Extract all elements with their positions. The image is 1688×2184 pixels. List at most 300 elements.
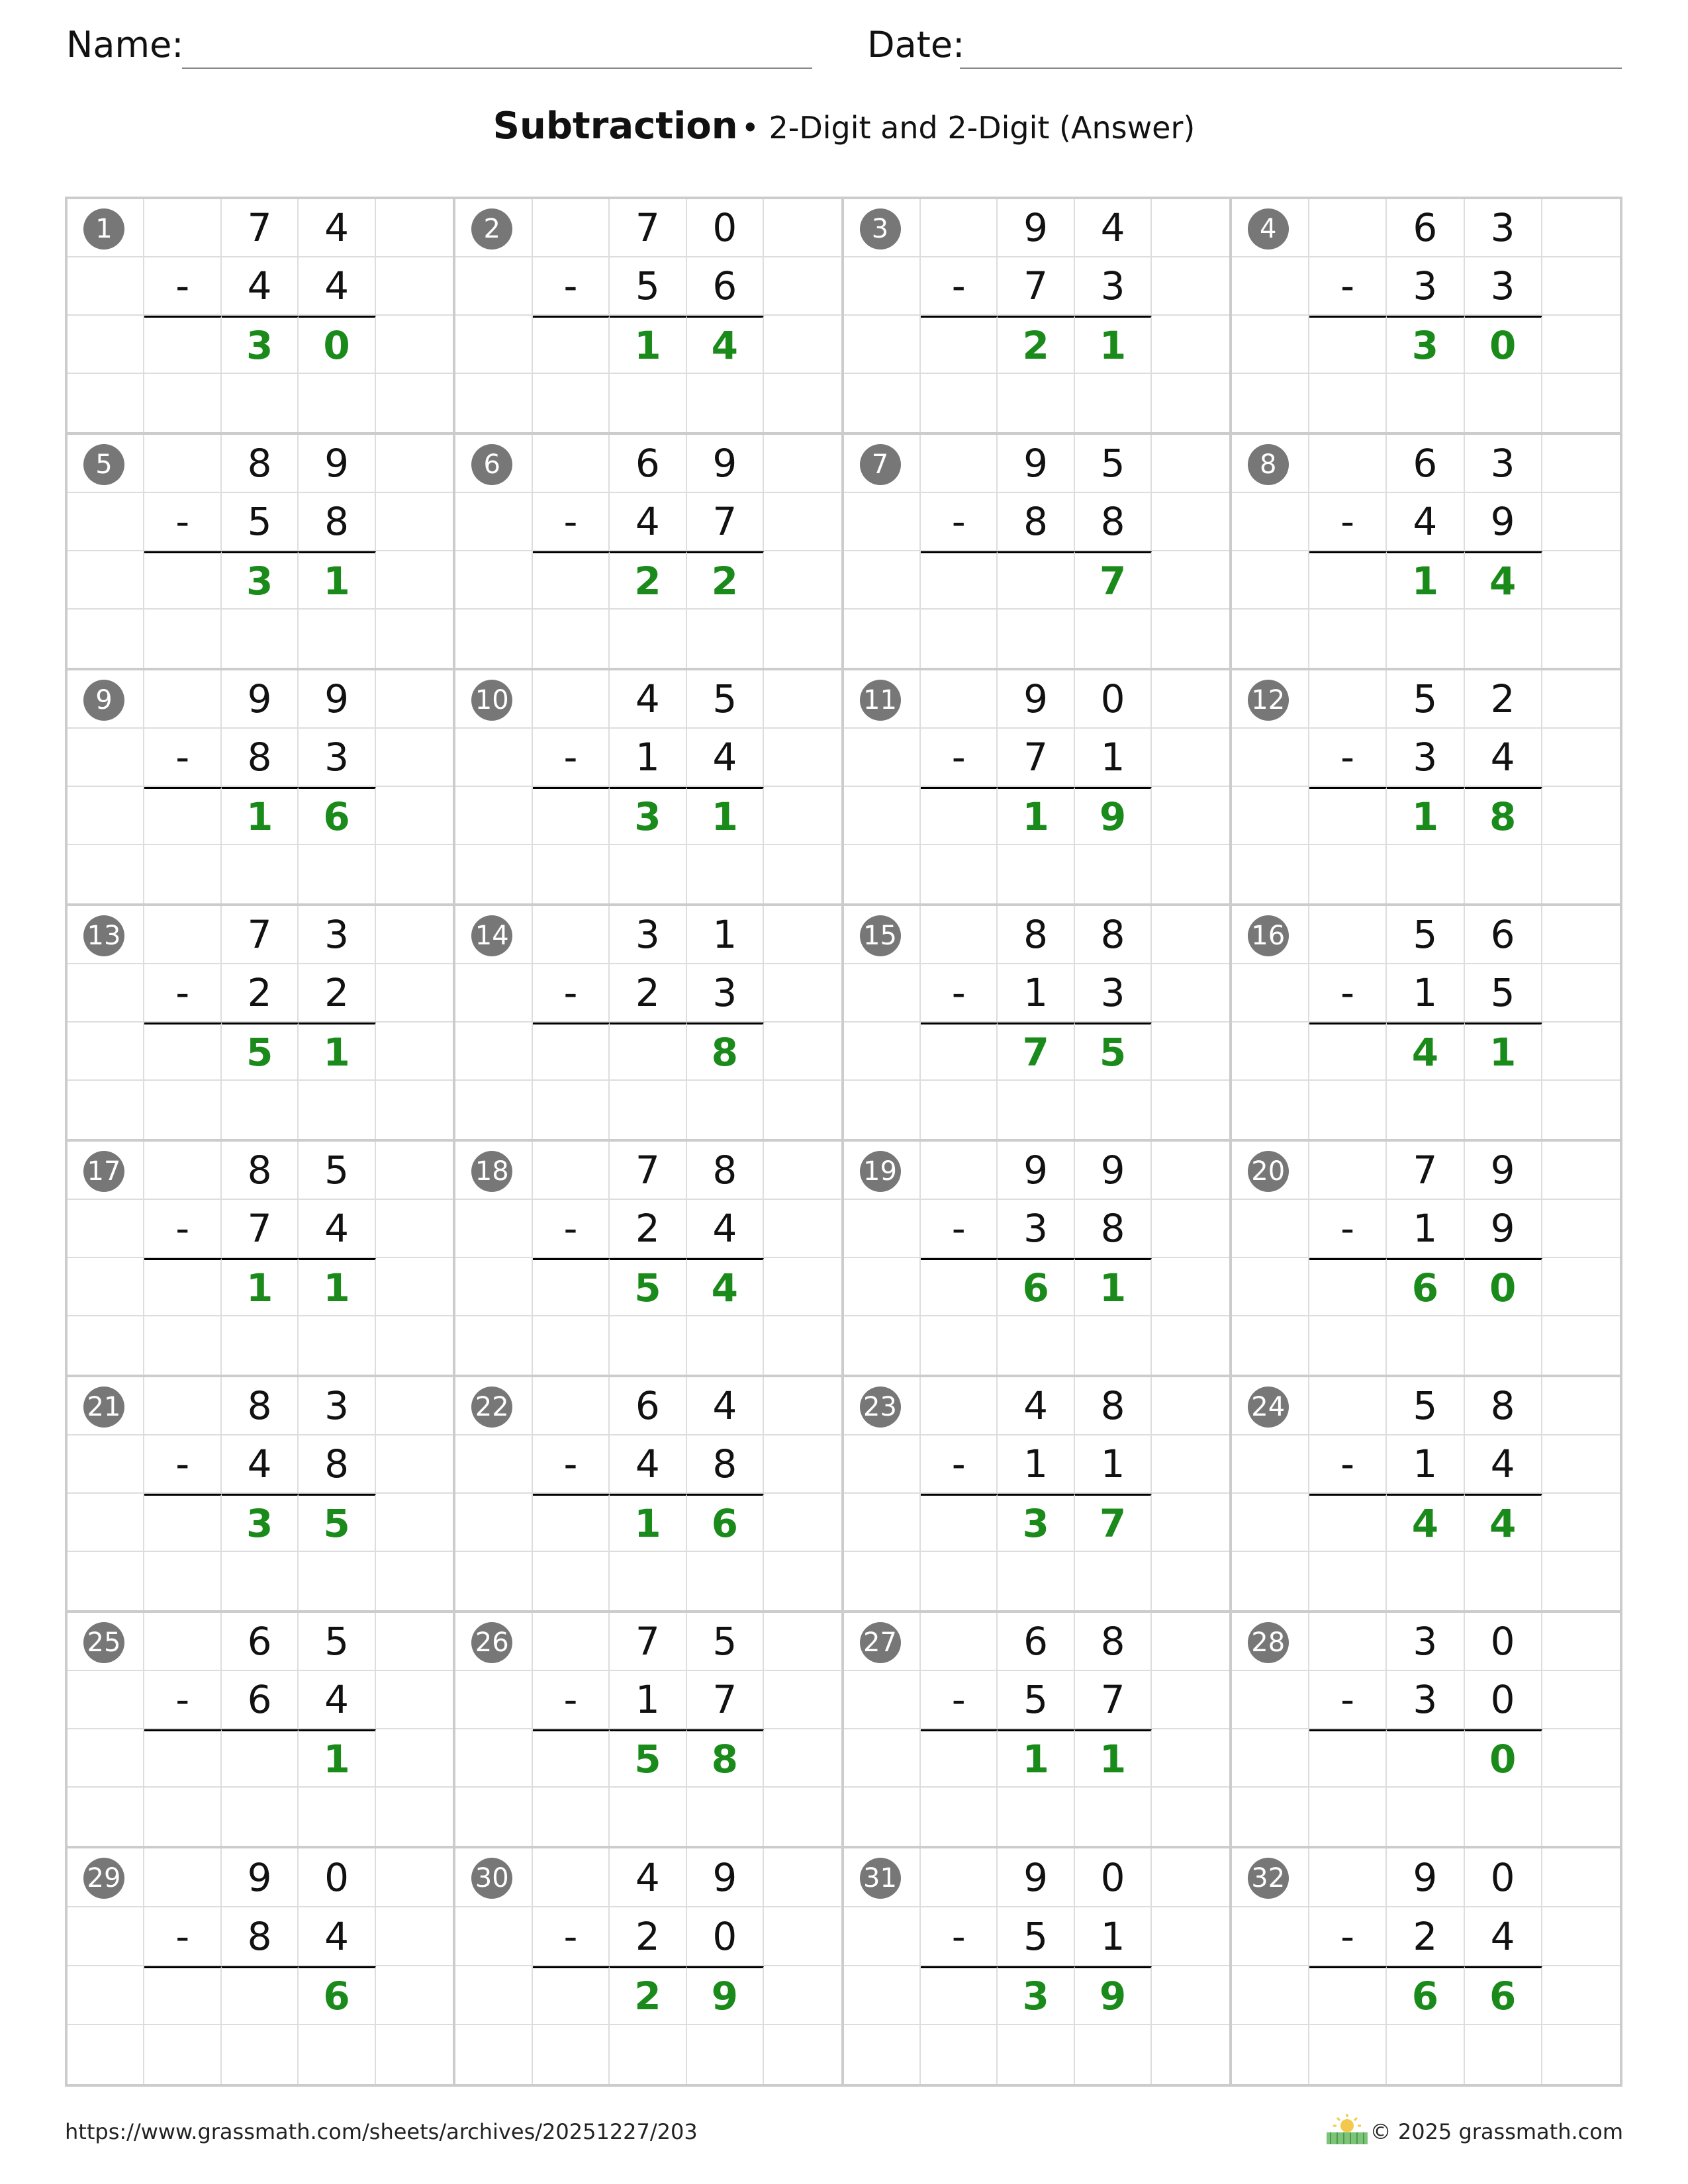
bottom-digit: 1 [998, 964, 1074, 1023]
grid-cell [144, 610, 221, 668]
grid-cell [376, 1552, 453, 1610]
grid-cell [844, 1788, 921, 1846]
answer-rule-cell [921, 1258, 998, 1316]
answer-digit: 1 [610, 316, 686, 374]
grid-cell [68, 257, 144, 316]
answer-digit: 6 [1465, 1966, 1542, 2025]
answer-digit: 1 [1075, 1729, 1152, 1788]
grid-cell [533, 1377, 610, 1435]
grid-cell [1152, 1377, 1229, 1435]
problem-27 [844, 1613, 1232, 1848]
top-digit: 5 [1387, 670, 1464, 729]
grid-cell [1309, 1613, 1387, 1671]
answer-digit: 9 [1075, 1966, 1152, 2025]
grid-cell [1542, 1613, 1620, 1671]
grid-cell [1232, 1671, 1309, 1729]
operator-sign: - [921, 1907, 998, 1966]
problem-number-badge: 22 [471, 1387, 512, 1428]
operator-sign: - [533, 964, 610, 1023]
grid-cell [764, 1258, 841, 1316]
problem-number-badge: 21 [83, 1387, 124, 1428]
grid-cell [1309, 670, 1387, 729]
grid-cell [222, 374, 299, 432]
answer-rule-cell [1309, 1258, 1387, 1316]
top-digit: 5 [299, 1613, 375, 1671]
top-digit: 6 [222, 1613, 299, 1671]
grid-cell [1232, 729, 1309, 787]
grid-cell [455, 1907, 532, 1966]
grid-cell [1542, 199, 1620, 257]
grid-cell [68, 906, 144, 964]
grid-cell [764, 1435, 841, 1494]
bottom-digit: 7 [687, 493, 764, 551]
grid-cell [844, 610, 921, 668]
problem-number-badge: 20 [1248, 1151, 1289, 1192]
grid-cell [1542, 1552, 1620, 1610]
top-digit: 9 [222, 1848, 299, 1907]
problem-14 [455, 906, 843, 1142]
grid-cell [299, 374, 375, 432]
answer-rule-cell [921, 316, 998, 374]
top-digit: 8 [222, 435, 299, 493]
operator-sign: - [1309, 493, 1387, 551]
grid-cell [844, 199, 921, 257]
grid-cell [921, 1377, 998, 1435]
grid-cell [376, 1081, 453, 1139]
grid-cell [376, 1316, 453, 1375]
answer-digit: 8 [1465, 787, 1542, 845]
grid-cell [998, 610, 1074, 668]
answer-digit: 8 [687, 1023, 764, 1081]
grid-cell [1542, 493, 1620, 551]
grid-cell [1542, 1671, 1620, 1729]
grid-cell [1542, 845, 1620, 903]
operator-sign: - [144, 1435, 221, 1494]
bottom-digit: 1 [1387, 1200, 1464, 1258]
grid-cell [1232, 964, 1309, 1023]
problem-26 [455, 1613, 843, 1848]
bottom-digit: 8 [222, 1907, 299, 1966]
grid-cell [1387, 1552, 1464, 1610]
operator-sign: - [144, 493, 221, 551]
grid-cell [1387, 1788, 1464, 1846]
grid-cell [68, 1552, 144, 1610]
grid-cell [455, 610, 532, 668]
grid-cell [1232, 435, 1309, 493]
problem-number-badge: 9 [83, 680, 124, 721]
grid-cell [1309, 1552, 1387, 1610]
grid-cell [844, 257, 921, 316]
bottom-digit: 8 [1075, 1200, 1152, 1258]
top-digit: 4 [687, 1377, 764, 1435]
bottom-digit: 4 [299, 257, 375, 316]
grid-cell [1542, 316, 1620, 374]
grid-cell [998, 845, 1074, 903]
grid-cell [299, 2025, 375, 2084]
bottom-digit: 5 [998, 1671, 1074, 1729]
grid-cell [376, 316, 453, 374]
top-digit: 9 [687, 1848, 764, 1907]
grid-cell [1542, 1316, 1620, 1375]
grid-cell [764, 906, 841, 964]
top-digit: 9 [998, 1142, 1074, 1200]
grid-cell [455, 1494, 532, 1552]
name-label: Name: [66, 24, 184, 66]
grid-cell [68, 2025, 144, 2084]
grid-cell [376, 1023, 453, 1081]
top-digit: 4 [610, 670, 686, 729]
bottom-digit: 1 [1075, 729, 1152, 787]
bottom-digit: 3 [1075, 257, 1152, 316]
grid-cell [1152, 2025, 1229, 2084]
answer-digit: 1 [299, 1729, 375, 1788]
bottom-digit: 2 [610, 1907, 686, 1966]
grid-cell [144, 1788, 221, 1846]
grid-cell [1542, 1729, 1620, 1788]
grid-cell [764, 1023, 841, 1081]
grid-cell [1542, 1200, 1620, 1258]
grid-cell [1075, 1788, 1152, 1846]
grid-cell [1152, 1023, 1229, 1081]
problem-9 [68, 670, 455, 906]
grid-cell [222, 1788, 299, 1846]
grid-cell [764, 1966, 841, 2025]
grid-cell [533, 670, 610, 729]
bottom-digit: 4 [299, 1200, 375, 1258]
problem-17 [68, 1142, 455, 1377]
grid-cell [921, 1848, 998, 1907]
answer-digit: 1 [299, 1023, 375, 1081]
grid-cell [610, 374, 686, 432]
operator-sign: - [921, 1200, 998, 1258]
top-digit: 9 [1075, 1142, 1152, 1200]
top-digit: 4 [1075, 199, 1152, 257]
grid-cell [1152, 1435, 1229, 1494]
answer-digit: 1 [1387, 787, 1464, 845]
grid-cell [844, 1142, 921, 1200]
problem-3 [844, 199, 1232, 435]
page-title [0, 105, 1688, 148]
problem-23 [844, 1377, 1232, 1613]
bottom-digit: 8 [687, 1435, 764, 1494]
bottom-digit: 3 [1387, 257, 1464, 316]
grid-cell [222, 845, 299, 903]
grid-cell [998, 1316, 1074, 1375]
grid-cell [921, 435, 998, 493]
bottom-digit: 4 [687, 729, 764, 787]
problem-18 [455, 1142, 843, 1377]
grid-cell [764, 610, 841, 668]
answer-rule-cell [144, 551, 221, 610]
grid-cell [1152, 374, 1229, 432]
problem-24 [1232, 1377, 1620, 1613]
answer-rule-cell [533, 787, 610, 845]
bottom-digit: 5 [998, 1907, 1074, 1966]
top-digit: 9 [687, 435, 764, 493]
operator-sign: - [1309, 729, 1387, 787]
answer-digit: 1 [222, 787, 299, 845]
grid-cell [1232, 2025, 1309, 2084]
grid-cell [455, 906, 532, 964]
answer-digit: 1 [1075, 1258, 1152, 1316]
grid-cell [144, 906, 221, 964]
top-digit: 4 [299, 199, 375, 257]
answer-rule-cell [1309, 1966, 1387, 2025]
operator-sign: - [533, 1907, 610, 1966]
answer-rule-cell [533, 316, 610, 374]
problem-20 [1232, 1142, 1620, 1377]
answer-digit [1387, 1729, 1464, 1788]
grid-cell [376, 1671, 453, 1729]
problem-number-badge: 7 [860, 444, 901, 485]
bottom-digit: 3 [687, 964, 764, 1023]
top-digit: 5 [1075, 435, 1152, 493]
bottom-digit: 2 [610, 964, 686, 1023]
grid-cell [68, 1142, 144, 1200]
answer-digit: 1 [998, 787, 1074, 845]
problem-number-badge: 19 [860, 1151, 901, 1192]
grid-cell [687, 1316, 764, 1375]
problem-number-badge: 16 [1248, 915, 1289, 956]
answer-rule-cell [921, 1729, 998, 1788]
grid-cell [844, 1081, 921, 1139]
grid-cell [376, 670, 453, 729]
operator-sign: - [144, 1200, 221, 1258]
answer-rule-cell [144, 1023, 221, 1081]
grid-cell [1075, 374, 1152, 432]
bottom-digit: 9 [1465, 1200, 1542, 1258]
problem-number-badge: 6 [471, 444, 512, 485]
top-digit: 3 [299, 1377, 375, 1435]
grid-cell [1232, 257, 1309, 316]
grid-cell [998, 374, 1074, 432]
grid-cell [1232, 1316, 1309, 1375]
grid-cell [1309, 1142, 1387, 1200]
bottom-digit: 2 [222, 964, 299, 1023]
answer-rule-cell [1309, 1729, 1387, 1788]
grid-cell [921, 610, 998, 668]
answer-rule-cell [533, 1258, 610, 1316]
problem-16 [1232, 906, 1620, 1142]
grid-cell [1542, 257, 1620, 316]
problem-8 [1232, 435, 1620, 670]
grid-cell [610, 1081, 686, 1139]
bottom-digit: 8 [1075, 493, 1152, 551]
grid-cell [68, 1258, 144, 1316]
answer-digit: 2 [998, 316, 1074, 374]
operator-sign: - [1309, 1200, 1387, 1258]
answer-rule-cell [1309, 787, 1387, 845]
grid-cell [921, 1788, 998, 1846]
problem-25 [68, 1613, 455, 1848]
answer-rule-cell [1309, 1023, 1387, 1081]
grid-cell [764, 1200, 841, 1258]
problem-10 [455, 670, 843, 906]
top-digit: 1 [687, 906, 764, 964]
grid-cell [844, 1848, 921, 1907]
operator-sign: - [1309, 1435, 1387, 1494]
grid-cell [1309, 374, 1387, 432]
answer-digit [998, 551, 1074, 610]
grid-cell [68, 845, 144, 903]
grid-cell [1232, 670, 1309, 729]
answer-rule-cell [1309, 1494, 1387, 1552]
answer-rule-cell [921, 787, 998, 845]
grid-cell [844, 316, 921, 374]
grid-cell [1232, 1552, 1309, 1610]
problem-number-badge: 18 [471, 1151, 512, 1192]
bottom-digit: 2 [299, 964, 375, 1023]
problem-number-badge: 4 [1248, 208, 1289, 250]
date-field[interactable] [960, 68, 1622, 69]
grid-cell [376, 1729, 453, 1788]
grid-cell [376, 551, 453, 610]
grid-cell [1152, 729, 1229, 787]
bottom-digit: 7 [998, 257, 1074, 316]
answer-digit: 3 [222, 551, 299, 610]
grid-cell [1232, 1200, 1309, 1258]
answer-digit: 0 [1465, 1258, 1542, 1316]
grid-cell [1232, 1907, 1309, 1966]
grid-cell [1542, 1966, 1620, 2025]
grid-cell [299, 1788, 375, 1846]
grid-cell [1152, 1966, 1229, 2025]
answer-rule-cell [144, 1729, 221, 1788]
grid-cell [455, 551, 532, 610]
grid-cell [1152, 1671, 1229, 1729]
grid-cell [533, 1848, 610, 1907]
operator-sign: - [144, 1671, 221, 1729]
grid-cell [921, 1316, 998, 1375]
operator-sign: - [144, 964, 221, 1023]
grid-cell [764, 1788, 841, 1846]
grid-cell [533, 610, 610, 668]
grid-cell [1232, 1848, 1309, 1907]
operator-sign: - [1309, 1907, 1387, 1966]
problem-31 [844, 1848, 1232, 2084]
answer-rule-cell [144, 1966, 221, 2025]
grid-cell [455, 374, 532, 432]
grid-cell [144, 2025, 221, 2084]
name-field[interactable] [182, 68, 812, 69]
problem-29 [68, 1848, 455, 2084]
grid-cell [533, 1142, 610, 1200]
answer-digit: 1 [687, 787, 764, 845]
bottom-digit: 4 [299, 1907, 375, 1966]
bottom-digit: 3 [1387, 729, 1464, 787]
grid-cell [1232, 906, 1309, 964]
operator-sign: - [533, 1435, 610, 1494]
grid-cell [455, 1258, 532, 1316]
grid-cell [68, 1907, 144, 1966]
grid-cell [844, 787, 921, 845]
grid-cell [68, 1671, 144, 1729]
answer-digit: 6 [1387, 1258, 1464, 1316]
grid-cell [376, 1788, 453, 1846]
problem-5 [68, 435, 455, 670]
grid-cell [1387, 374, 1464, 432]
grid-cell [1387, 610, 1464, 668]
grid-cell [764, 729, 841, 787]
grid-cell [455, 1613, 532, 1671]
grid-cell [687, 1081, 764, 1139]
grid-cell [68, 1788, 144, 1846]
problem-number-badge: 1 [83, 208, 124, 250]
grid-cell [144, 1142, 221, 1200]
grid-cell [455, 1142, 532, 1200]
bottom-digit: 1 [610, 1671, 686, 1729]
operator-sign: - [533, 493, 610, 551]
answer-digit: 7 [1075, 1494, 1152, 1552]
grid-cell [1152, 610, 1229, 668]
top-digit: 5 [299, 1142, 375, 1200]
grid-cell [1152, 1848, 1229, 1907]
top-digit: 5 [687, 1613, 764, 1671]
grid-cell [222, 1081, 299, 1139]
grid-cell [1542, 1494, 1620, 1552]
grid-cell [764, 1613, 841, 1671]
grid-cell [1309, 1316, 1387, 1375]
grid-cell [844, 374, 921, 432]
bottom-digit: 4 [1387, 493, 1464, 551]
grid-cell [1309, 845, 1387, 903]
answer-digit: 2 [610, 551, 686, 610]
problem-number-badge: 2 [471, 208, 512, 250]
grid-cell [144, 1552, 221, 1610]
answer-digit: 5 [299, 1494, 375, 1552]
grid-cell [68, 1729, 144, 1788]
operator-sign: - [144, 257, 221, 316]
grid-cell [144, 845, 221, 903]
grid-cell [1152, 964, 1229, 1023]
grid-cell [844, 906, 921, 964]
grid-cell [1232, 551, 1309, 610]
grid-cell [455, 316, 532, 374]
grid-cell [1542, 964, 1620, 1023]
top-digit: 5 [1387, 1377, 1464, 1435]
grid-cell [1465, 2025, 1542, 2084]
answer-digit: 4 [687, 316, 764, 374]
answer-rule-cell [921, 551, 998, 610]
answer-digit: 1 [299, 551, 375, 610]
grid-cell [533, 906, 610, 964]
problem-32 [1232, 1848, 1620, 2084]
grid-cell [1232, 1023, 1309, 1081]
grid-cell [1075, 610, 1152, 668]
bottom-digit: 1 [998, 1435, 1074, 1494]
top-digit: 4 [998, 1377, 1074, 1435]
grid-cell [844, 1966, 921, 2025]
grid-cell [376, 1142, 453, 1200]
grid-cell [455, 1671, 532, 1729]
answer-digit: 9 [1075, 787, 1152, 845]
grid-cell [1152, 906, 1229, 964]
top-digit: 3 [299, 906, 375, 964]
grid-cell [1542, 2025, 1620, 2084]
grid-cell [222, 610, 299, 668]
grid-cell [1152, 845, 1229, 903]
problem-number-badge: 29 [83, 1858, 124, 1899]
grid-cell [1152, 1788, 1229, 1846]
problem-number-badge: 26 [471, 1622, 512, 1663]
top-digit: 6 [1387, 435, 1464, 493]
answer-rule-cell [1309, 316, 1387, 374]
answer-rule-cell [533, 1966, 610, 2025]
grid-cell [1075, 1081, 1152, 1139]
grid-cell [1152, 435, 1229, 493]
grid-cell [1152, 257, 1229, 316]
grid-cell [144, 670, 221, 729]
